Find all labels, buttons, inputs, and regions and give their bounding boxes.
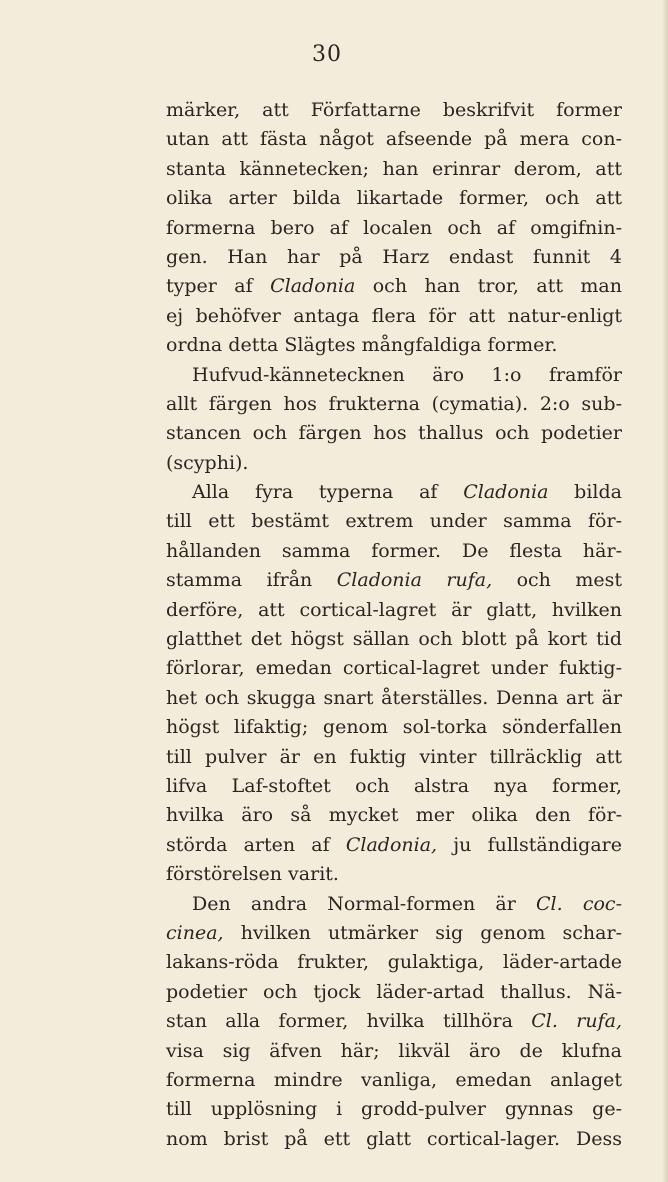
text-line: märker, att Författarne beskrifvit former [166, 99, 622, 121]
text-line: derföre, att cortical-lagret är glatt, hvilken [166, 598, 622, 621]
text-line [166, 272, 622, 301]
text-line [166, 831, 622, 860]
text-line: glatthet det högst sällan och blott på kort tid [166, 628, 622, 651]
text-line: allt färgen hos frukterna (cymatia). 2:o sub- [166, 392, 622, 415]
italic-text: Cladonia [270, 275, 356, 298]
text-line: stanta kännetecken; han erinrar derom, att [166, 157, 622, 180]
text-line: nom brist på ett glatt cortical-lager. Dess [166, 1127, 622, 1150]
text-line: till pulver är en fuktig vinter tillräcklig att [166, 745, 622, 768]
text-run: Alla fyra typerna af [192, 481, 464, 504]
text-line: Hufvud-kännetecknen äro 1:o framför [192, 363, 622, 386]
text-line: het och skugga snart återställes. Denna art är [166, 686, 622, 709]
text-line: förlorar, emedan cortical-lagret under fuktig- [166, 657, 622, 680]
text-line [166, 890, 622, 919]
text-line: ordna detta Slägtes mångfaldiga former. [166, 334, 558, 357]
italic-text: Cl. rufa, [531, 1010, 622, 1033]
text-line: (scyphi). [166, 451, 249, 474]
body-text [166, 96, 622, 1154]
text-run: Den andra Normal-formen är [192, 892, 537, 915]
text-line: hållanden samma former. De flesta här- [166, 539, 622, 562]
text-run: stan alla former, hvilka tillhöra [166, 1010, 532, 1033]
text-run: störda arten af [166, 833, 346, 856]
text-run: stamma ifrån [166, 569, 337, 592]
text-line: ej behöfver antaga flera för att natur-enligt [166, 304, 622, 327]
text-run: bilda [548, 481, 622, 504]
text-line: förstörelsen varit. [166, 863, 339, 886]
italic-text: Cladonia [463, 481, 549, 504]
text-line: hvilka äro så mycket mer olika den för- [166, 804, 622, 827]
text-line: formerna mindre vanliga, emedan anlaget [166, 1068, 622, 1091]
text-run: och han tror, att man [355, 275, 622, 298]
text-run: typer af [166, 275, 271, 298]
page-number: 30 [312, 42, 342, 67]
text-line [166, 478, 622, 507]
text-line: lifva Laf-stoftet och alstra nya former, [166, 774, 622, 797]
text-line: högst lifaktig; genom sol-torka sönderfallen [166, 716, 622, 739]
text-line: visa sig äfven här; likväl äro de klufna [166, 1039, 622, 1062]
text-line: till ett bestämt extrem under samma för- [166, 510, 622, 533]
text-line [166, 566, 622, 595]
text-line: olika arter bilda likartade former, och att [166, 187, 622, 210]
text-line: gen. Han har på Harz endast funnit 4 [166, 245, 622, 268]
italic-text: Cl. coc- [536, 892, 622, 915]
italic-text: Cladonia rufa, [336, 569, 493, 592]
text-line: stancen och färgen hos thallus och podetier [166, 422, 622, 445]
text-run: ju fullständigare [437, 833, 623, 856]
italic-text: Cladonia, [345, 833, 438, 856]
text-run: hvilken utmärker sig genom schar- [223, 921, 622, 944]
text-line: lakans-röda frukter, gulaktiga, läder-artade [166, 951, 622, 974]
text-line: podetier och tjock läder-artad thallus. Nä- [166, 980, 622, 1003]
text-line [166, 919, 622, 948]
text-line: formerna bero af localen och af omgifnin- [166, 216, 622, 239]
italic-text: cinea, [166, 921, 224, 944]
text-run: och mest [492, 569, 622, 592]
text-line: utan att fästa något afseende på mera con- [166, 128, 622, 151]
page-edge-shadow [662, 0, 668, 1182]
text-line [166, 1007, 622, 1036]
text-line: till upplösning i grodd-pulver gynnas ge- [166, 1098, 622, 1121]
